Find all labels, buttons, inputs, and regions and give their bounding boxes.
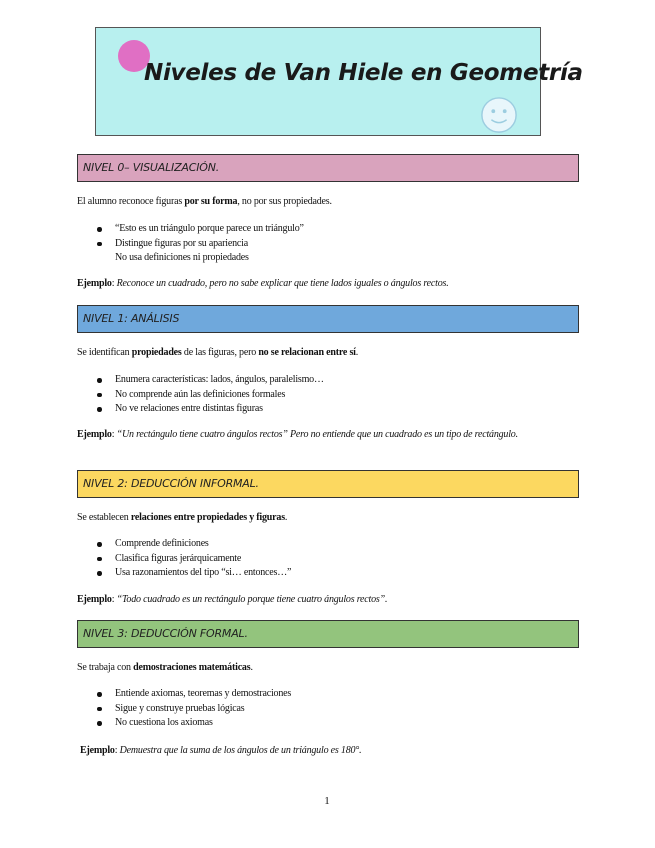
- list-item: Comprende definiciones: [97, 537, 291, 552]
- level-2-intro: Se establecen relaciones entre propiedades y figuras.: [77, 512, 288, 523]
- level-0-example: Ejemplo: Reconoce un cuadrado, pero no sabe explicar que tiene lados iguales o ángulos rectos.: [77, 278, 449, 289]
- level-1-example: Ejemplo: “Un rectángulo tiene cuatro ángulos rectos” Pero no entiende que un cuadrado es un tipo de rectángulo.: [77, 429, 518, 440]
- list-item: Enumera características: lados, ángulos, paralelismo…: [97, 373, 324, 388]
- level-2-example: Ejemplo: “Todo cuadrado es un rectángulo porque tiene cuatro ángulos rectos”.: [77, 594, 388, 605]
- list-item: Clasifica figuras jerárquicamente: [97, 552, 291, 567]
- list-item: No comprende aún las definiciones formales: [97, 388, 324, 403]
- title-banner: [95, 27, 583, 136]
- level-0-intro: El alumno reconoce figuras por su forma, no por sus propiedades.: [77, 196, 332, 207]
- level-0-bullet-list: [97, 222, 304, 266]
- list-item: Usa razonamientos del tipo “si… entonces…”: [97, 566, 291, 581]
- smiley-icon: [480, 96, 518, 134]
- level-2-header: NIVEL 2: DEDUCCIÓN INFORMAL.: [77, 470, 579, 498]
- level-3-intro: Se trabaja con demostraciones matemáticas.: [77, 662, 253, 673]
- list-item: Distingue figuras por su apariencia: [97, 237, 304, 252]
- level-1-header: NIVEL 1: ANÁLISIS: [77, 305, 579, 333]
- list-item: Entiende axiomas, teoremas y demostraciones: [97, 687, 291, 702]
- level-3-header: NIVEL 3: DEDUCCIÓN FORMAL.: [77, 620, 579, 648]
- list-item: Sigue y construye pruebas lógicas: [97, 702, 291, 717]
- list-item: No cuestiona los axiomas: [97, 716, 291, 731]
- list-item: “Esto es un triángulo porque parece un triángulo”: [97, 222, 304, 237]
- document-title: Niveles de Van Hiele en Geometría: [144, 60, 583, 86]
- level-1-intro: Se identifican propiedades de las figuras, pero no se relacionan entre sí.: [77, 347, 359, 358]
- level-2-bullet-list: [97, 537, 291, 581]
- list-item-continuation: No usa definiciones ni propiedades: [115, 252, 249, 263]
- page-number: 1: [324, 795, 330, 807]
- level-3-example: Ejemplo: Demuestra que la suma de los ángulos de un triángulo es 180°.: [80, 745, 362, 756]
- list-item: No ve relaciones entre distintas figuras: [97, 402, 324, 417]
- level-1-bullet-list: [97, 373, 324, 417]
- level-3-bullet-list: [97, 687, 291, 731]
- level-0-header: NIVEL 0– VISUALIZACIÓN.: [77, 154, 579, 182]
